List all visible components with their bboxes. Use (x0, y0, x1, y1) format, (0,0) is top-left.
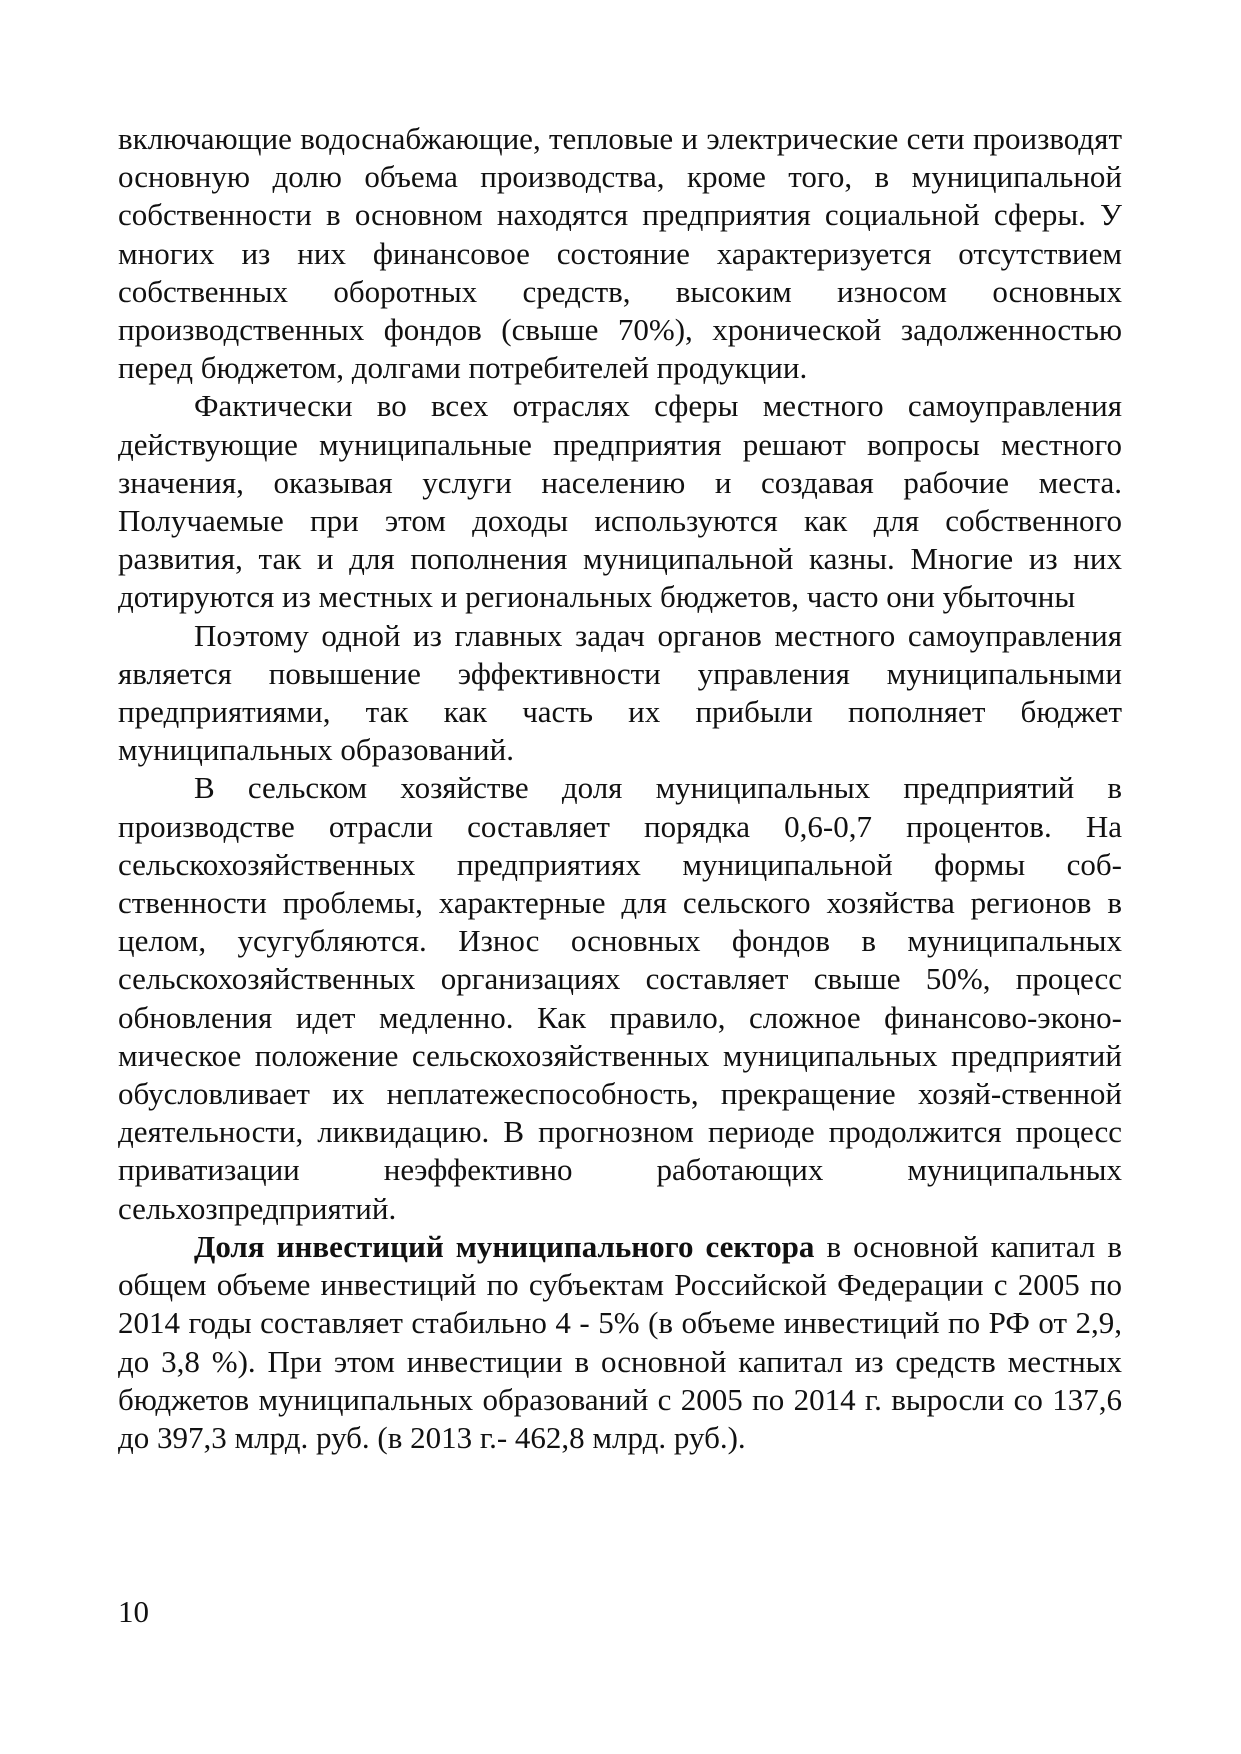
page-number: 10 (118, 1594, 149, 1629)
paragraph-5-bold-lead: Доля инвестиций муниципального сектора (194, 1228, 815, 1264)
paragraph-1: включающие водоснабжающие, тепловые и электрические сети производят основную долю объема производства, кроме того, в муниципальной собственности в основном находятся предприятия социальной сферы. У многих из них финансовое состояние характеризуется отсутствием собственных оборотных средств, высоким износом основных производственных фондов (свыше 70%), хронической задолженностью перед бюджетом, долгами потребителей продукции. (118, 121, 1122, 386)
body-text (118, 120, 1122, 1457)
paragraph-5 (118, 1228, 1122, 1457)
paragraph-5-text: в основной капитал в общем объеме инвестиций по субъектам Российской Федерации с 2005 по 2014 годы составляет стабильно 4 - 5% (в объеме инвестиций по РФ от 2,9, до 3,8 %). При этом инвестиции в основной капитал из средств местных бюджетов муниципальных образований с 2005 по 2014 г. выросли со 137,6 до 397,3 млрд. руб. (в 2013 г.- 462,8 млрд. руб.). (118, 1228, 1122, 1455)
paragraph-3: Поэтому одной из главных задач органов местного самоуправления является повышение эффективности управления муниципальными предприятиями, так как часть их прибыли пополняет бюджет муниципальных образований. (118, 617, 1122, 768)
paragraph-4: В сельском хозяйстве доля муниципальных предприятий в производстве отрасли составляет порядка 0,6-0,7 процентов. На сельскохозяйственных предприятиях муниципальной формы собственности проблемы, характерные для сельского хозяйства регионов в целом, усугубляются. Износ основных фондов в муниципальных сельскохозяйственных организациях составляет свыше 50%, процесс обновления идет медленно. Как правило, сложное финансово-экономическое положение сельскохозяйственных муниципальных предприятий обусловливает их неплатежеспособность, прекращение хозяй-ственной деятельности, ликвидацию. В прогнозном периоде продолжится процесс приватизации неэффективно работающих муниципальных сельхозпредприятий. (118, 770, 1122, 1226)
paragraph-2: Фактически во всех отраслях сферы местного самоуправления действующие муниципальные предприятия решают вопросы местного значения, оказывая услуги населению и создавая рабочие места. Получаемые при этом доходы используются как для собственного развития, так и для пополнения муниципальной казны. Многие из них дотируются из местных и региональных бюджетов, часто они убыточны (118, 388, 1122, 615)
